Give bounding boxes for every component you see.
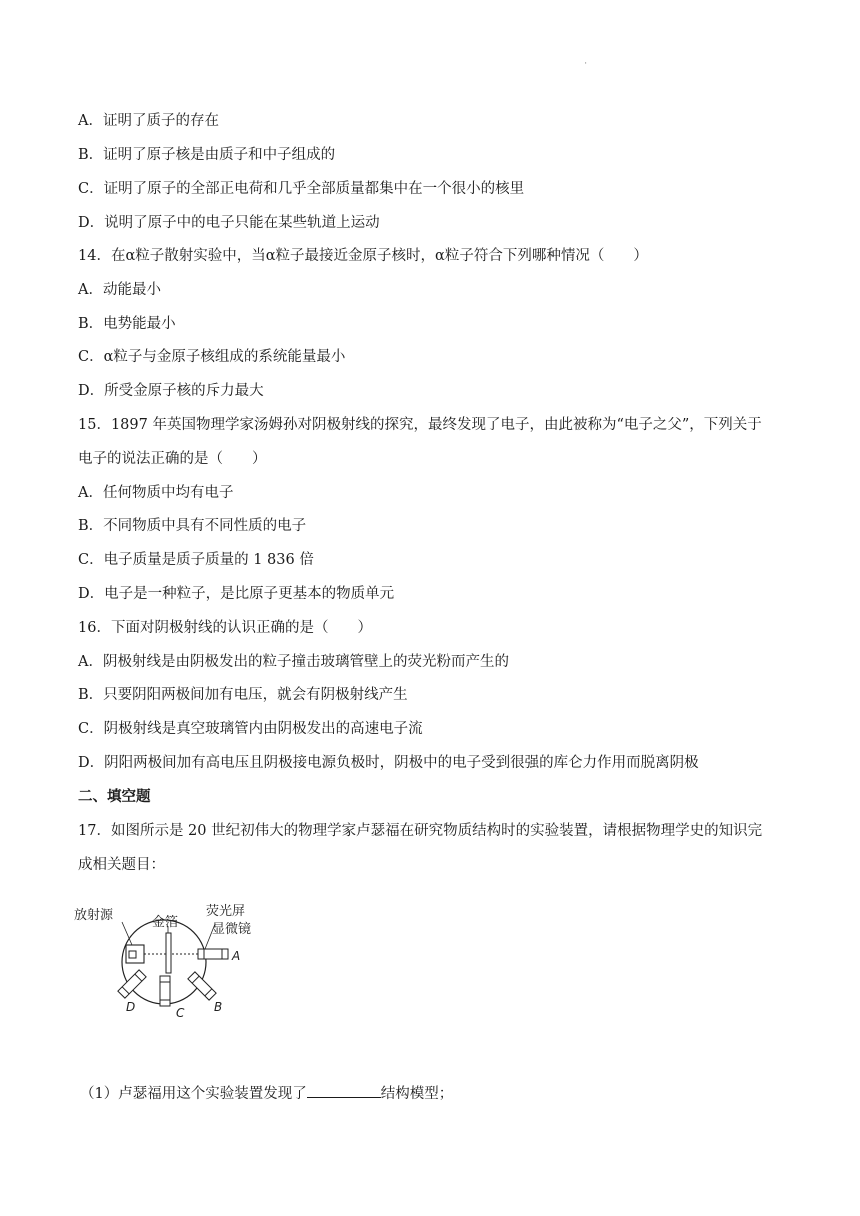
microscope-b [188,972,216,1000]
label-microscope: 显微镜 [212,922,252,937]
q15-stem-line1: 15．1897 年英国物理学家汤姆孙对阴极射线的探究，最终发现了电子，由此被称为“电子之父”，下列关于 [78,417,762,433]
label-c: C [176,1006,185,1020]
section-title-fill-in: 二、填空题 [78,788,151,805]
q17-sub1-before: （1）卢瑟福用这个实验装置发现了 [80,1086,307,1102]
q15-option-a: A．任何物质中均有电子 [78,485,234,501]
label-a: A [232,949,241,963]
q15-stem-line2: 电子的说法正确的是（ ） [78,451,267,467]
q17-stem-line1: 17．如图所示是 20 世纪初伟大的物理学家卢瑟福在研究物质结构时的实验装置，请根据物理学史的知识完 [78,823,763,839]
q13-option-a: A．证明了质子的存在 [78,113,219,129]
q15-option-c: C．电子质量是质子质量的 1 836 倍 [78,552,314,568]
microscope-a [198,949,228,959]
q16-stem: 16．下面对阴极射线的认识正确的是（ ） [78,620,372,636]
q14-option-d: D．所受金原子核的斥力最大 [78,383,264,399]
q14-option-a: A．动能最小 [78,282,161,298]
q16-option-d: D．阴阳两极间加有高电压且阴极接电源负极时，阴极中的电子受到很强的库仑力作用而脱离阴极 [78,755,699,771]
microscope-d [118,970,146,998]
q14-option-c: C．α粒子与金原子核组成的系统能量最小 [78,349,346,365]
q17-sub1 [80,1083,453,1104]
q17-sub1-answer-blank[interactable] [307,1083,381,1098]
gold-foil [166,933,171,973]
q17-sub1-after: 结构模型； [380,1086,454,1102]
q14-stem: 14．在α粒子散射实验中，当α粒子最接近金原子核时，α粒子符合下列哪种情况（ ） [78,248,648,264]
q13-option-c: C．证明了原子的全部正电荷和几乎全部质量都集中在一个很小的核里 [78,181,525,197]
label-radiation-source: 放射源 [74,908,114,923]
microscope-c [160,976,170,1006]
q16-option-a: A．阴极射线是由阴极发出的粒子撞击玻璃管壁上的荧光粉而产生的 [78,654,509,670]
label-gold-foil: 金箔 [152,915,179,930]
radiation-source-core [129,951,136,958]
q16-option-b: B．只要阴阳两极间加有电压，就会有阴极射线产生 [78,687,408,703]
rutherford-apparatus-figure [72,898,272,1023]
label-fluorescent-screen: 荧光屏 [206,904,246,919]
q15-option-d: D．电子是一种粒子，是比原子更基本的物质单元 [78,586,395,602]
label-d: D [126,1000,136,1014]
q13-option-b: B．证明了原子核是由质子和中子组成的 [78,147,336,163]
q13-option-d: D．说明了原子中的电子只能在某些轨道上运动 [78,215,380,231]
q17-stem-line2: 成相关题目： [78,857,165,873]
header-mark: ' [585,62,587,69]
label-b: B [214,1000,223,1014]
q15-option-b: B．不同物质中具有不同性质的电子 [78,518,307,534]
q16-option-c: C．阴极射线是真空玻璃管内由阴极发出的高速电子流 [78,721,423,737]
q14-option-b: B．电势能最小 [78,316,176,332]
